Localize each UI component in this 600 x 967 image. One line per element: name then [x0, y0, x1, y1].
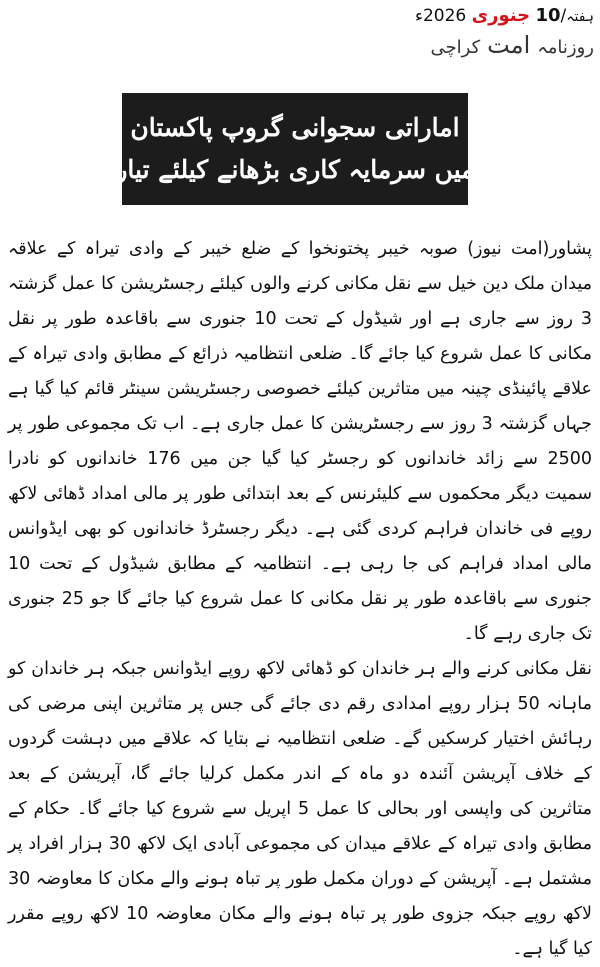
dateline-day: ہفتہ: [566, 9, 594, 25]
dateline: [334, 4, 594, 29]
masthead: [334, 4, 594, 62]
dateline-separator: /: [560, 6, 567, 26]
dateline-month: جنوری: [471, 5, 531, 26]
newspaper-name-city: کراچی: [430, 37, 481, 58]
article-paragraph-1: پشاور(امت نیوز) صوبہ خیبر پختونخوا کے ضلع خیبر کے وادی تیراہ کے علاقہ میدان ملک دین خیل سے نقل مکانی کرنے والوں کیلئے رجسٹریشن کا عمل گزشتہ 3 روز سے جاری ہے اور شیڈول کے تحت 10 جنوری سے باقاعدہ طور پر نقل مکانی کا عمل شروع کیا جائے گا۔ ضلعی انتظامیہ ذرائع کے مطابق وادی تیراہ کے علاقے پائینڈی چینہ میں متاثرین کیلئے خصوصی رجسٹریشن سینٹر قائم کیا گیا ہے جہاں گزشتہ 3 روز سے رجسٹریشن کا عمل جاری ہے۔ اب تک مجموعی طور پر 2500 سے زائد خاندانوں کو رجسٹر کیا گیا جن میں 176 خاندانوں کو نادرا سمیت دیگر محکموں سے کلیئرنس کے بعد ابتدائی طور پر مالی امداد ڈھائی لاکھ روپے فی خاندان فراہم کردی گئی ہے۔ دیگر رجسٹرڈ خاندانوں کو بھی ایڈوانس مالی امداد فراہم کی جا رہی ہے۔ انتظامیہ کے مطابق شیڈول کے تحت 10 جنوری سے باقاعدہ طور پر نقل مکانی کا عمل شروع کیا جائے گا جو 25 جنوری تک جاری رہے گا۔: [8, 239, 593, 644]
newspaper-name-brand: امت: [487, 31, 531, 59]
dateline-year: 2026ء: [414, 6, 467, 26]
dateline-date-number: 10: [535, 5, 561, 26]
newspaper-name-lead: روزنامہ: [537, 37, 594, 58]
article-body: [8, 232, 592, 967]
article-paragraph-2: نقل مکانی کرنے والے ہر خاندان کو ڈھائی لاکھ روپے ایڈوانس جبکہ ہر خاندان کو ماہانہ 50 ہزار روپے امدادی رقم دی جائے گی جس پر متاثرین اپنی مرضی کی رہائش اختیار کرسکیں گے۔ ضلعی انتظامیہ نے بتایا کہ علاقے میں دہشت گردوں کے خلاف آپریشن آئندہ دو ماہ کے اندر مکمل کرلیا جائے گا، آپریشن کے بعد متاثرین کی واپسی اور بحالی کا عمل 5 اپریل سے شروع کیا جائے گا۔ حکام کے مطابق وادی تیراہ کے علاقے میدان کی مجموعی آبادی ایک لاکھ 30 ہزار افراد پر مشتمل ہے۔ آپریشن کے دوران مکمل طور پر تباہ ہونے والے مکان کا معاوضہ 30 لاکھ روپے جبکہ جزوی طور پر تباہ ہونے والے مکان معاوضہ 10 لاکھ روپے مقرر کیا گیا ہے۔: [8, 659, 592, 959]
headline-line-2: میں سرمایہ کاری بڑھانے کیلئے تیار: [115, 155, 475, 184]
newspaper-name: [334, 31, 594, 62]
headline-line-1: اماراتی سجوانی گروپ پاکستان: [130, 113, 460, 142]
headline-box: [115, 93, 475, 205]
